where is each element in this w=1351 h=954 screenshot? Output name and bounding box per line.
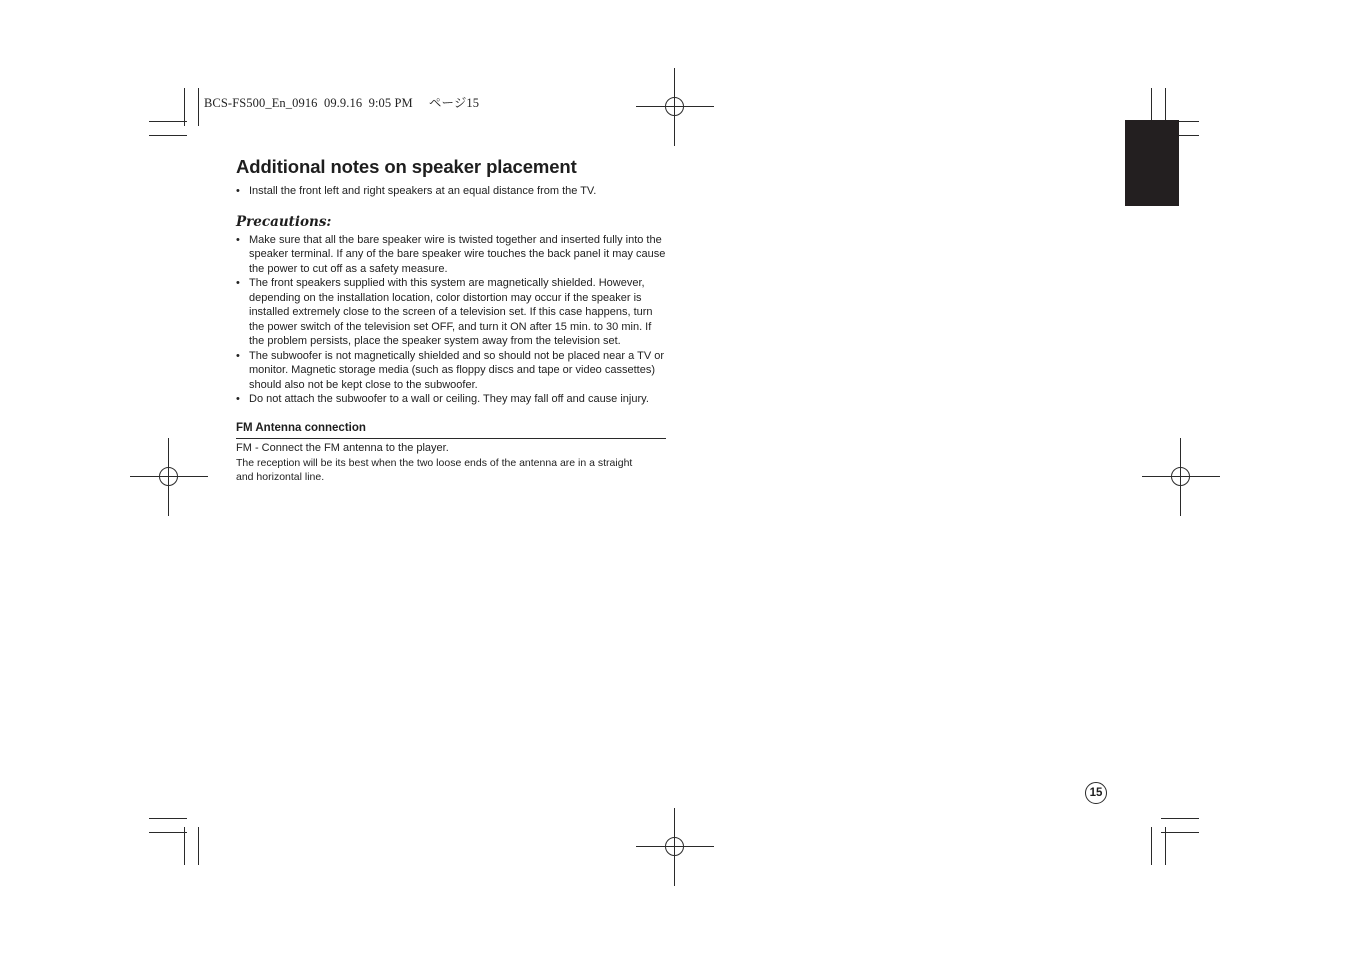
list-item: • Install the front left and right speakers at an equal distance from the TV. [236, 185, 597, 197]
crop-mark [1165, 827, 1166, 865]
registration-mark-icon [636, 808, 714, 886]
registration-mark-icon [636, 68, 714, 146]
chapter-tab [1125, 120, 1179, 206]
crop-mark [198, 827, 199, 865]
precautions-list [236, 233, 666, 407]
list-item: • Make sure that all the bare speaker wire is twisted together and inserted fully into the speaker terminal. If any of the bare speaker wire touches the back panel it may cause the power to cut off as a safety measure. [236, 233, 666, 275]
page-number: 15 [1085, 782, 1107, 804]
list-item: • The subwoofer is not magnetically shielded and so should not be placed near a TV or monitor. Magnetic storage media (such as floppy discs and tape or video cassettes) should also not be kept close to the subwoofer. [236, 349, 664, 391]
crop-mark [198, 88, 199, 126]
crop-mark [184, 827, 185, 865]
list-item: • The front speakers supplied with this system are magnetically shielded. However, depending on the installation location, color distortion may occur if the speaker is installed extremely close to the screen of a television set. If this case happens, turn the power switch of the television set OFF, and turn it ON after 15 min. to 30 min. If the problem persists, place the speaker system away from the television set. [236, 277, 653, 347]
page-content [236, 154, 666, 485]
registration-mark-icon [130, 438, 208, 516]
print-slug: BCS-FS500_En_0916 09.9.16 9:05 PM ページ15 [204, 96, 480, 110]
intro-list [236, 184, 666, 199]
page-title: Additional notes on speaker placement [236, 156, 577, 177]
list-item: • Do not attach the subwoofer to a wall or ceiling. They may fall off and cause injury. [236, 393, 649, 405]
registration-mark-icon [1142, 438, 1220, 516]
fm-instruction: FM - Connect the FM antenna to the player. [236, 441, 449, 454]
bullet-icon: • [236, 277, 240, 289]
crop-mark [1161, 832, 1199, 833]
crop-mark [1151, 827, 1152, 865]
crop-mark [184, 88, 185, 126]
bullet-icon: • [236, 393, 240, 405]
bullet-icon: • [236, 233, 240, 246]
bullet-icon: • [236, 349, 240, 362]
crop-mark [149, 832, 187, 833]
crop-mark [1161, 818, 1199, 819]
precautions-heading: Precautions: [236, 213, 332, 230]
crop-mark [149, 121, 187, 122]
crop-mark [149, 135, 187, 136]
fm-antenna-heading: FM Antenna connection [236, 421, 666, 439]
bullet-icon: • [236, 185, 240, 197]
crop-mark [149, 818, 187, 819]
fm-reception-note: The reception will be its best when the two loose ends of the antenna are in a straight and horizontal line. [236, 456, 633, 483]
